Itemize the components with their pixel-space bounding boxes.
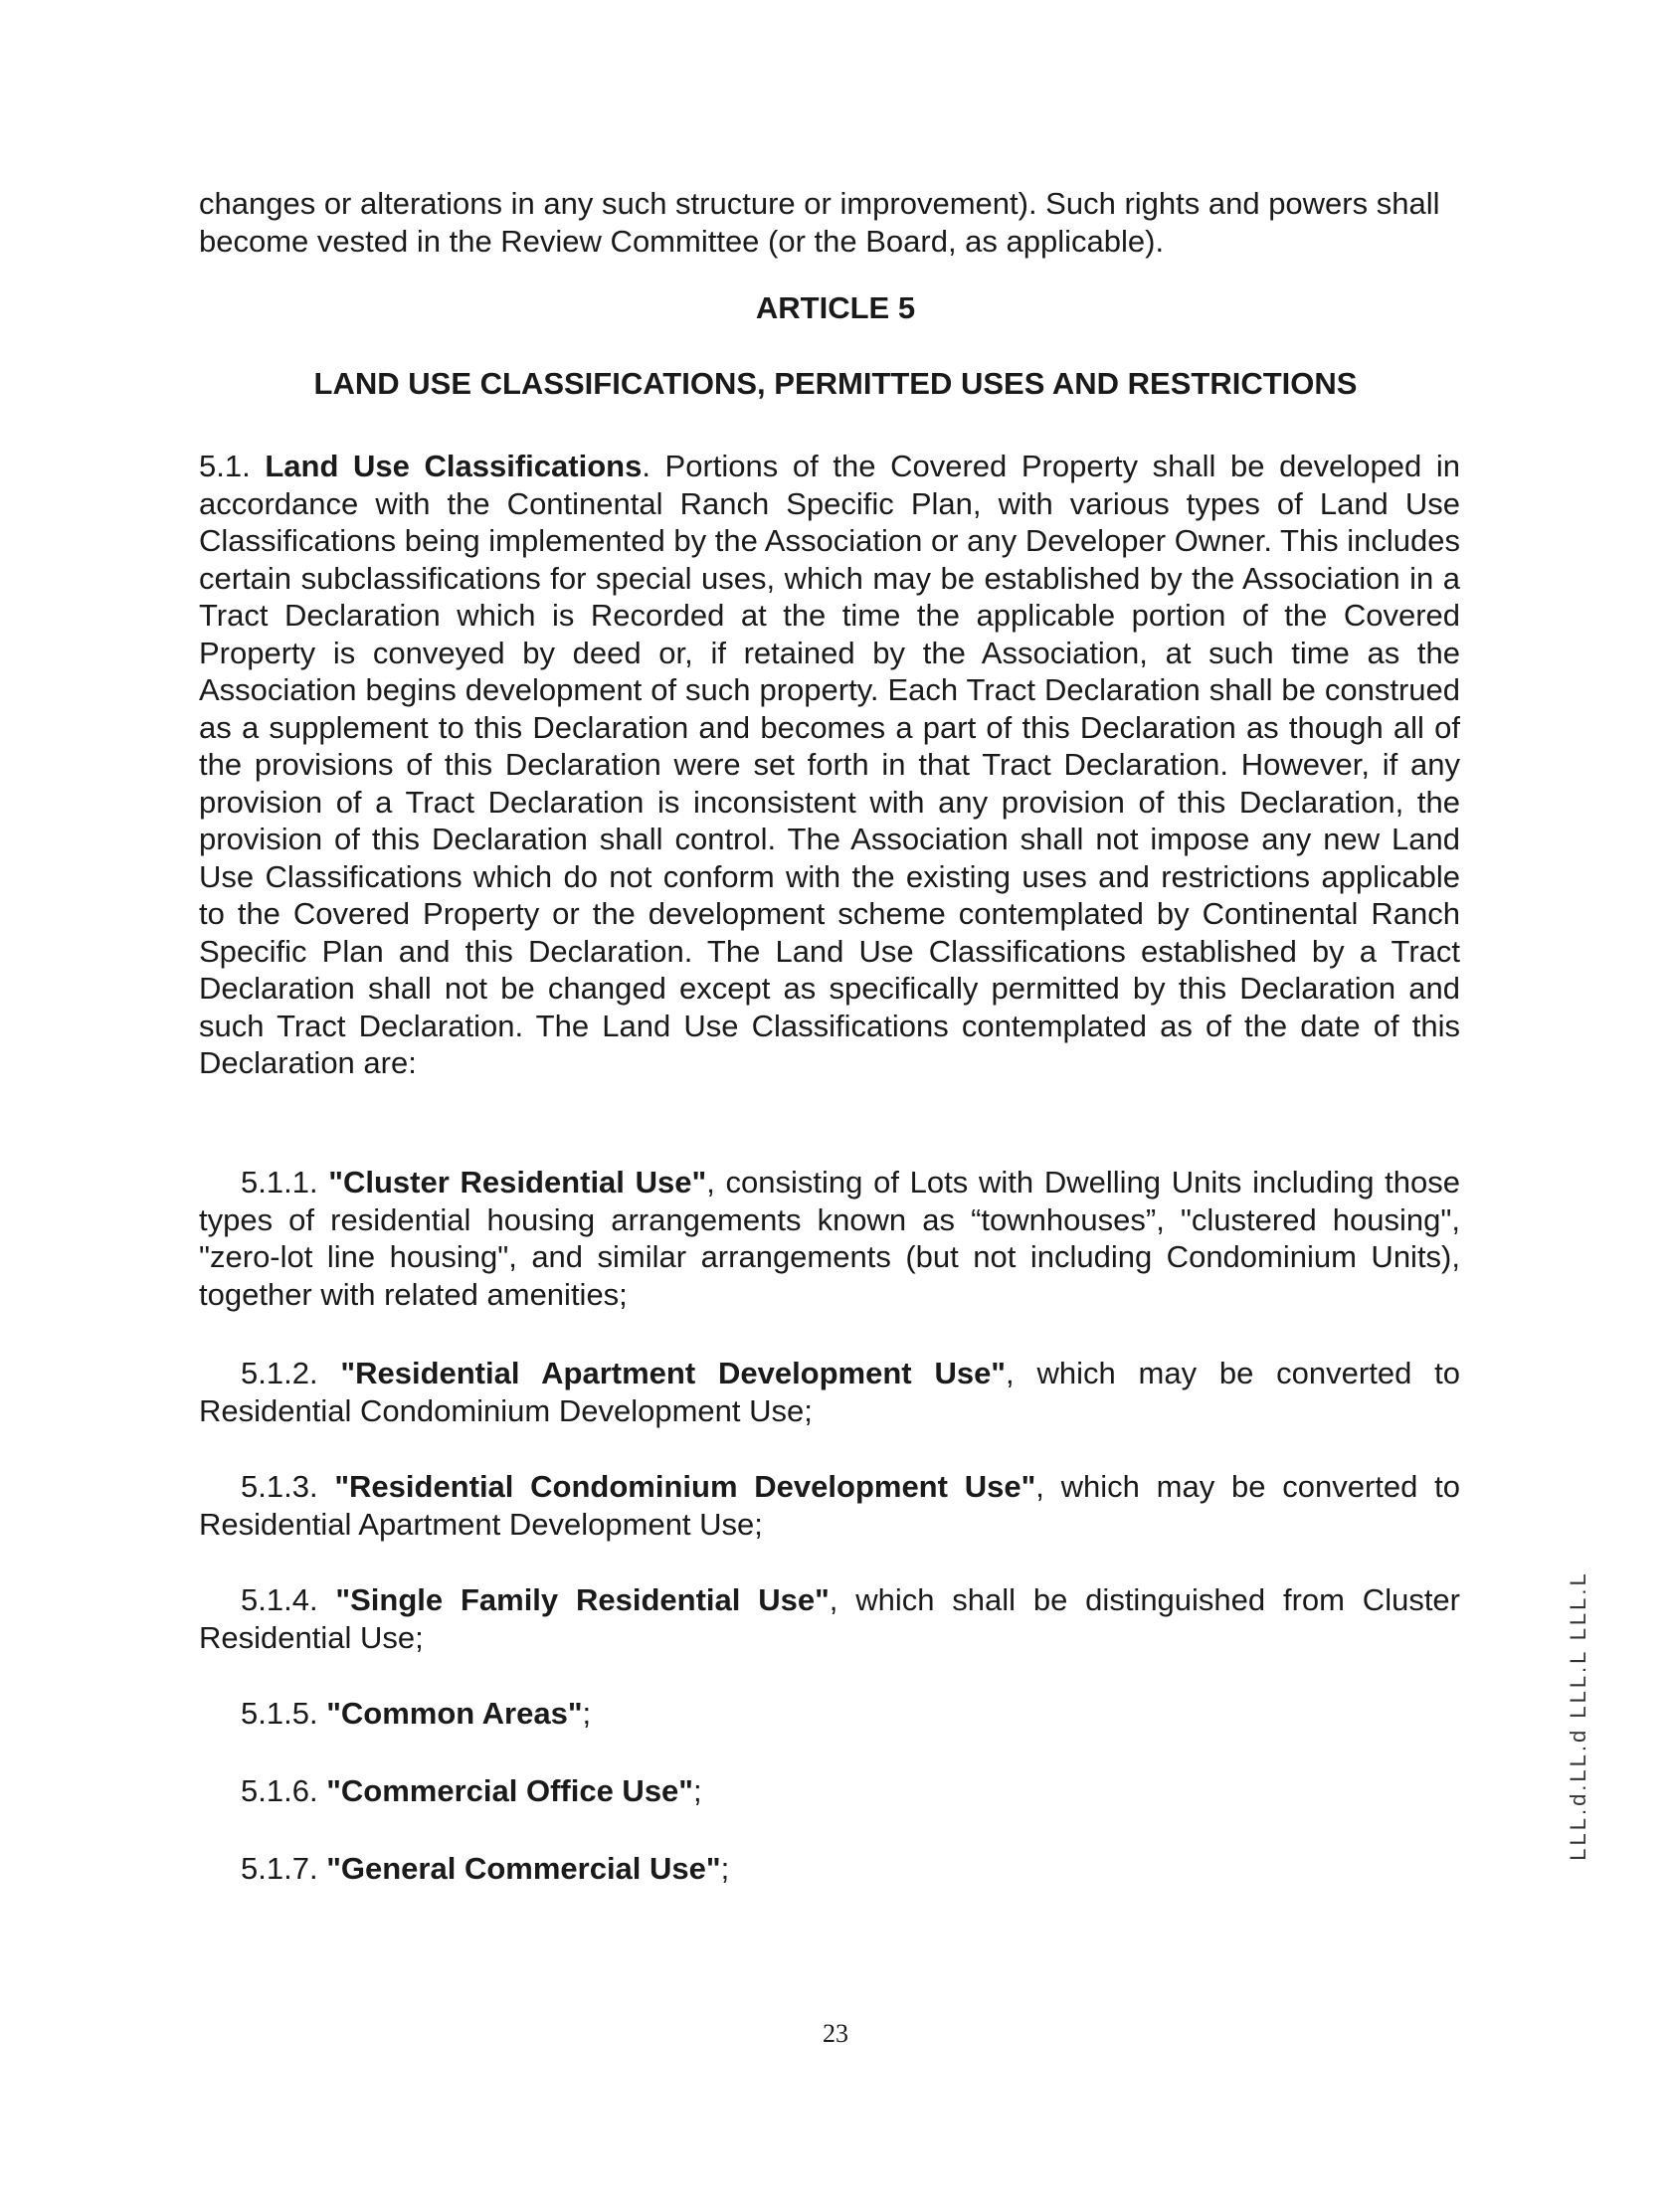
list-item: [199, 1164, 1460, 1313]
list-item: [199, 1468, 1460, 1543]
item-number: 5.1.6.: [241, 1773, 318, 1808]
item-text: , consisting of Lots with Dwelling Units including those types of residential housing arrangements known as “townhouses”, "clustered housing", "zero-lot line housing", and similar arrangements (but not including Condominium Units), together with related amenities;: [199, 1165, 1460, 1312]
section-heading: Land Use Classifications: [265, 449, 643, 483]
item-text: , which may be converted to Residential Condominium Development Use;: [199, 1356, 1460, 1428]
item-text: , which shall be distinguished from Cluster Residential Use;: [199, 1582, 1460, 1655]
item-term: "Residential Condominium Development Use": [334, 1469, 1036, 1504]
page-number: 23: [823, 2019, 848, 2048]
item-term: "General Commercial Use": [326, 1851, 721, 1886]
list-item: [199, 1355, 1460, 1429]
item-term: "Common Areas": [326, 1696, 583, 1731]
item-term: "Cluster Residential Use": [328, 1165, 707, 1199]
article-number: ARTICLE 5: [755, 290, 916, 325]
list-item: [199, 1581, 1460, 1656]
list-item: [199, 1695, 1460, 1733]
recording-stamp: LLL.d.LL.d LLL.L LLL.L: [1566, 1570, 1590, 1861]
continued-paragraph: changes or alterations in any such structure or improvement). Such rights and powers shall become vested in the Review Committee (or the Board, as applicable).: [199, 186, 1440, 259]
item-number: 5.1.5.: [241, 1696, 318, 1731]
item-text: ;: [582, 1696, 592, 1731]
item-text: , which may be converted to Residential Apartment Development Use;: [199, 1469, 1460, 1542]
list-item: [199, 1772, 1460, 1810]
item-term: "Residential Apartment Development Use": [340, 1356, 1007, 1390]
item-term: "Commercial Office Use": [326, 1773, 693, 1808]
section-number: 5.1.: [199, 449, 251, 483]
section-5-1: [199, 448, 1460, 1082]
item-text: ;: [693, 1773, 702, 1808]
section-body: . Portions of the Covered Property shall be developed in accordance with the Continental Ranch Specific Plan, with various types of Land Use Classifications being implemented by the Association or any Developer Owner. This includes certain subclassifications for special uses, which may be established by the Association in a Tract Declaration which is Recorded at the time the applicable portion of the Covered Property is conveyed by deed or, if retained by the Association, at such time as the Association begins development of such property. Each Tract Declaration shall be construed as a supplement to this Declaration and becomes a part of this Declaration as though all of the provisions of this Declaration were set forth in that Tract Declaration. However, if any provision of a Tract Declaration is inconsistent with any provision of this Declaration, the provision of this Declaration shall control. The Association shall not impose any new Land Use Classifications which do not conform with the existing uses and restrictions applicable to the Covered Property or the development scheme contemplated by Continental Ranch Specific Plan and this Declaration. The Land Use Classifications established by a Tract Declaration shall not be changed except as specifically permitted by this Declaration and such Tract Declaration. The Land Use Classifications contemplated as of the date of this Declaration are:: [199, 449, 1460, 1080]
article-title: LAND USE CLASSIFICATIONS, PERMITTED USES AND RESTRICTIONS: [313, 366, 1358, 401]
item-number: 5.1.3.: [241, 1469, 318, 1504]
item-text: ;: [720, 1851, 730, 1886]
item-term: "Single Family Residential Use": [335, 1582, 830, 1617]
item-number: 5.1.2.: [241, 1356, 318, 1390]
item-number: 5.1.7.: [241, 1851, 318, 1886]
item-number: 5.1.4.: [241, 1582, 318, 1617]
item-number: 5.1.1.: [241, 1165, 318, 1199]
list-item: [199, 1850, 1460, 1888]
